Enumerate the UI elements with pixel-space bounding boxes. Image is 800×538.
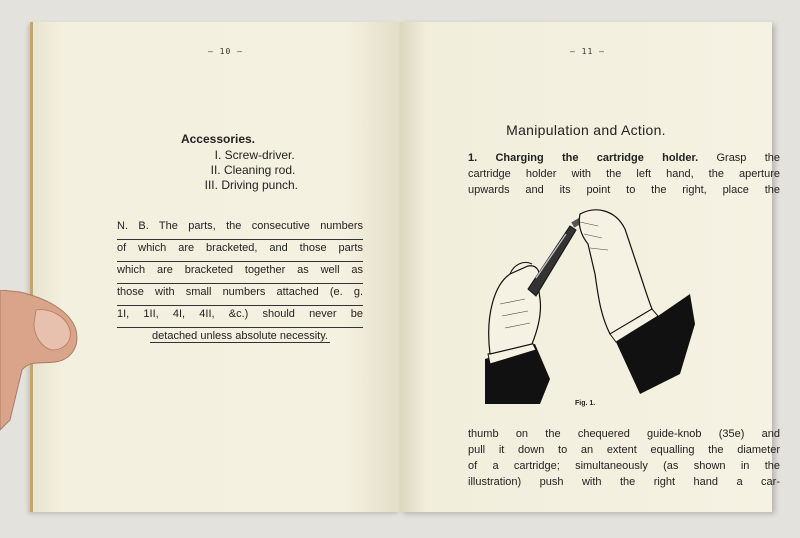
paragraph-bottom bbox=[468, 426, 780, 490]
paragraph-line: of a cartridge; simultaneously (as shown in the bbox=[468, 460, 780, 472]
note-block bbox=[117, 218, 363, 350]
list-item: III. Driving punch. bbox=[204, 178, 299, 192]
hands-holding-cartridge-holder-illustration bbox=[480, 204, 700, 404]
left-page bbox=[30, 22, 400, 512]
note-line: N. B. The parts, the consecutive numbers bbox=[117, 218, 363, 240]
paragraph-line: pull it down to an extent equalling the diameter bbox=[468, 444, 780, 456]
paragraph-line: illustration) push with the right hand a car- bbox=[468, 476, 780, 488]
section-heading: Manipulation and Action. bbox=[506, 122, 666, 138]
page-number: – 11 – bbox=[570, 47, 605, 56]
holding-thumb bbox=[0, 290, 80, 440]
paragraph-line: 1. Charging the cartridge holder. Grasp the bbox=[468, 152, 780, 164]
paragraph-line: upwards and its point to the right, place the bbox=[468, 184, 780, 196]
paragraph-line: thumb on the chequered guide-knob (35e) and bbox=[468, 428, 780, 440]
note-line: which are bracketed together as well as bbox=[117, 262, 363, 284]
note-line: of which are bracketed, and those parts bbox=[117, 240, 363, 262]
accessories-list bbox=[33, 148, 403, 193]
paragraph-line: cartridge holder with the left hand, the aperture bbox=[468, 168, 780, 180]
note-line: 1I, 1II, 4I, 4II, &c.) should never be bbox=[117, 306, 363, 328]
note-line: detached unless absolute necessity. bbox=[152, 330, 328, 342]
list-item: I. Screw-driver. bbox=[214, 148, 295, 162]
figure-caption: Fig. 1. bbox=[575, 400, 596, 407]
list-item: II. Cleaning rod. bbox=[210, 163, 296, 177]
note-line: those with small numbers attached (e. g. bbox=[117, 284, 363, 306]
paragraph-top bbox=[468, 150, 780, 198]
accessories-title: Accessories. bbox=[180, 132, 256, 146]
right-page bbox=[400, 22, 780, 512]
page-number: – 10 – bbox=[208, 47, 243, 56]
